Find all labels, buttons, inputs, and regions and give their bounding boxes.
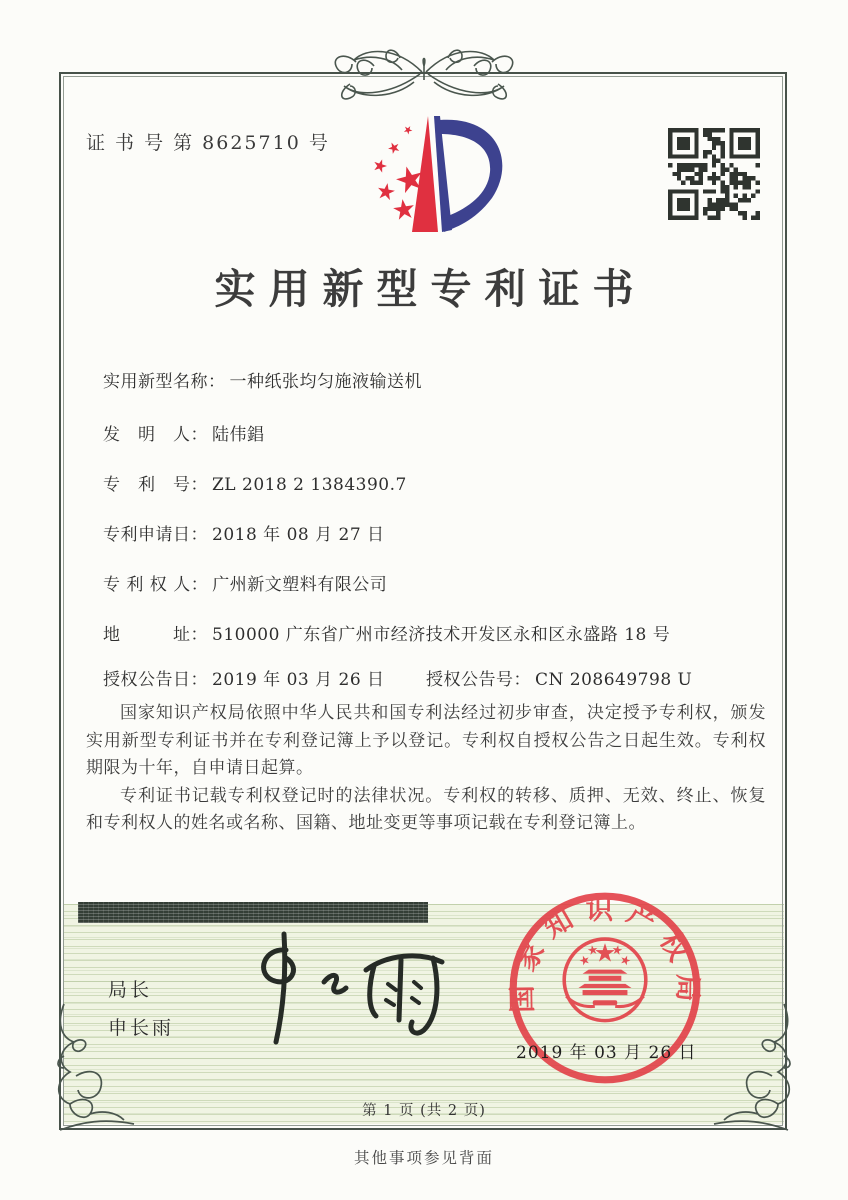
field-value: 510000 广东省广州市经济技术开发区永和区永盛路 18 号: [212, 625, 671, 645]
field-value: CN 208649798 U: [535, 670, 693, 690]
field-label: 专利申请日：: [103, 525, 208, 545]
legal-paragraph-1: 国家知识产权局依照中华人民共和国专利法经过初步审查，决定授予专利权，颁发实用新型专利证书并在专利登记簿上予以登记。专利权自授权公告之日起生效。专利权期限为十年，自申请日起算。: [86, 703, 766, 778]
back-note: 其他事项参见背面: [353, 1149, 494, 1167]
signature-icon: [228, 928, 458, 1048]
seal-text: 国家知识产权局: [506, 893, 704, 1014]
certificate-title: 实用新型专利证书: [214, 265, 647, 313]
field-row-address: [103, 620, 670, 645]
field-row-grant: [103, 665, 693, 690]
field-value: 广州新文塑料有限公司: [212, 575, 388, 595]
field-value: 一种纸张均匀施液输送机: [229, 372, 422, 392]
field-label: 发 明 人：: [103, 425, 208, 445]
security-strip: [78, 902, 428, 923]
field-value: 2018 年 08 月 27 日: [212, 525, 385, 545]
qr-code-icon: [668, 128, 760, 220]
field-label: 专 利 号：: [103, 475, 208, 495]
field-label: 授权公告号：: [426, 670, 531, 690]
top-center-ornament-icon: [294, 40, 554, 104]
field-row-filing-date: [103, 520, 385, 545]
field-value: ZL 2018 2 1384390.7: [212, 475, 407, 495]
field-grant-number: [426, 665, 692, 690]
field-row-patentee: [103, 570, 387, 595]
legal-text: [86, 700, 766, 838]
field-label: 专 利 权 人：: [103, 575, 209, 595]
cnipa-logo-icon: [348, 110, 523, 238]
certificate-number: 证 书 号 第 8625710 号: [86, 132, 330, 154]
field-row-patent-no: [103, 470, 407, 495]
field-value: 2019 年 03 月 26 日: [212, 670, 385, 690]
seal-date: 2019 年 03 月 26 日: [516, 1043, 697, 1063]
national-emblem-icon: [564, 939, 646, 1021]
field-label: 实用新型名称：: [103, 372, 226, 392]
officer-name: 申长雨: [108, 1017, 175, 1039]
field-label: 地 址：: [103, 625, 208, 645]
legal-paragraph-2: 专利证书记载专利权登记时的法律状况。专利权的转移、质押、无效、终止、恢复和专利权人的姓名或名称、国籍、地址变更等事项记载在专利登记簿上。: [86, 785, 766, 833]
field-row-inventor: [103, 420, 265, 445]
bottom-right-flourish-icon: [706, 1002, 806, 1142]
page-number: 第 1 页 (共 2 页): [362, 1103, 486, 1119]
field-value: 陆伟錩: [212, 425, 265, 445]
field-label: 授权公告日：: [103, 670, 208, 690]
officer-title: 局长: [108, 979, 153, 1001]
field-row-name: [103, 367, 422, 392]
